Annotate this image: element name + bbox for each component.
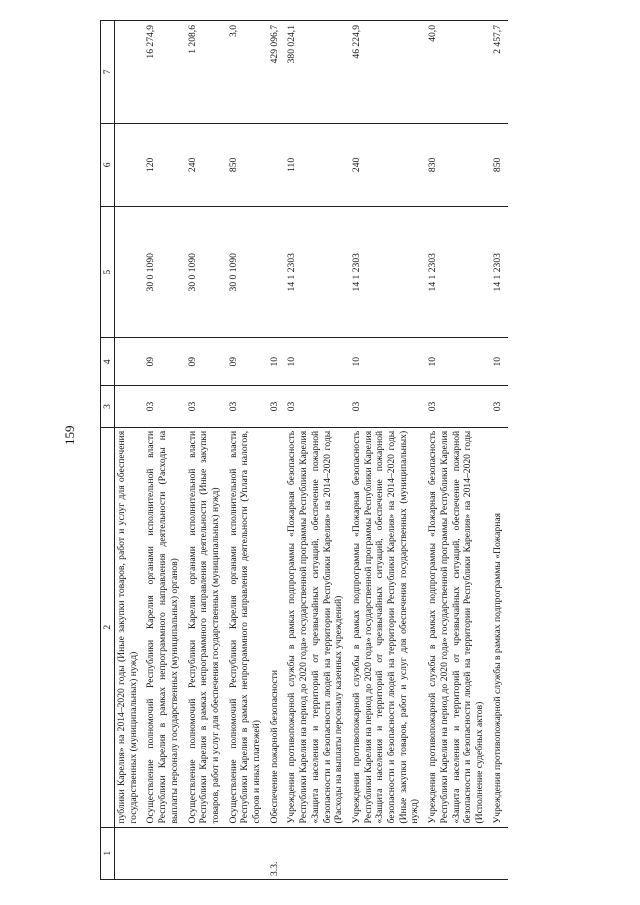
- row-target-code: 30 0 1090: [144, 207, 185, 338]
- row-target-code: 30 0 1090: [227, 207, 268, 338]
- header-col-2: 2: [101, 427, 115, 827]
- row-subsection: 09: [144, 338, 185, 386]
- row-number: [285, 827, 350, 879]
- row-amount: 1 208,6: [186, 21, 227, 124]
- table-row: [350, 21, 426, 880]
- row-amount: 46 224,9: [350, 21, 426, 124]
- row-subsection: 09: [227, 338, 268, 386]
- row-expense-type: 830: [426, 123, 491, 207]
- row-amount: 2 457,7: [491, 21, 509, 124]
- row-expense-type: 240: [186, 123, 227, 207]
- header-col-5: 5: [101, 207, 115, 338]
- row-amount: 3,0: [227, 21, 268, 124]
- row-section: 03: [186, 386, 227, 428]
- row-number: [426, 827, 491, 879]
- table-row: [426, 21, 491, 880]
- header-col-6: 6: [101, 123, 115, 207]
- row-section: 03: [491, 386, 509, 428]
- row-expense-type: [115, 123, 145, 207]
- row-subsection: 10: [491, 338, 509, 386]
- row-number: [227, 827, 268, 879]
- row-number: [144, 827, 185, 879]
- header-col-4: 4: [101, 338, 115, 386]
- row-amount: 380 024,1: [285, 21, 350, 124]
- row-name: Осуществление полномочий Республики Карелия органами исполнительной власти Республики Карелия в рамках непрограммного направления деятельности (Иные закупки товаров, работ и услуг для обеспечения государственных (муниципальных) нужд): [186, 427, 227, 827]
- row-amount: 40,0: [426, 21, 491, 124]
- page-number: 159: [62, 425, 77, 445]
- row-subsection: 10: [350, 338, 426, 386]
- row-name: Учреждения противопожарной службы в рамках подпрограммы «Пожарная безопасность Республики Карелия на период до 2020 года» государственной программы Республики Карелия «Защита населения и территорий от чрезвычайных ситуаций, обеспечение пожарной безопасности и безопасности людей на территории Республики Карелия» на 2014–2020 годы (Иные закупки товаров, работ и услуг для обеспечения государственных (муниципальных) нужд): [350, 427, 426, 827]
- row-name: Учреждения противопожарной службы в рамках подпрограммы «Пожарная безопасность Республики Карелия на период до 2020 года» государственной программы Республики Карелия «Защита населения и территорий от чрезвычайных ситуаций, обеспечение пожарной безопасности и безопасности людей на территории Республики Карелия» на 2014–2020 годы (Исполнение судебных актов): [426, 427, 491, 827]
- row-subsection: 10: [285, 338, 350, 386]
- row-expense-type: 110: [285, 123, 350, 207]
- row-number: [491, 827, 509, 879]
- table-row: [186, 21, 227, 880]
- row-name: Учреждения противопожарной службы в рамках подпрограммы «Пожарная: [491, 427, 509, 827]
- row-target-code: 14 1 2303: [350, 207, 426, 338]
- row-expense-type: 120: [144, 123, 185, 207]
- row-subsection: [115, 338, 145, 386]
- row-expense-type: 850: [491, 123, 509, 207]
- header-col-7: 7: [101, 21, 115, 124]
- row-target-code: [115, 207, 145, 338]
- row-amount: [115, 21, 145, 124]
- row-number: [350, 827, 426, 879]
- row-section: 03: [350, 386, 426, 428]
- row-section: 03: [285, 386, 350, 428]
- row-number: [115, 827, 145, 879]
- header-col-3: 3: [101, 386, 115, 428]
- header-col-1: 1: [101, 827, 115, 879]
- row-target-code: 14 1 2303: [491, 207, 509, 338]
- row-name: Осуществление полномочий Республики Карелия органами исполнительной власти Республики Карелия в рамках непрограммного направления деятельности (Расходы на выплаты персоналу государственных (муниципальных) органов): [144, 427, 185, 827]
- row-subsection: 09: [186, 338, 227, 386]
- row-target-code: 30 0 1090: [186, 207, 227, 338]
- table-row: [227, 21, 268, 880]
- table-row: [491, 21, 509, 880]
- row-number: [186, 827, 227, 879]
- row-amount: 16 274,9: [144, 21, 185, 124]
- row-expense-type: 850: [227, 123, 268, 207]
- row-expense-type: 240: [350, 123, 426, 207]
- row-target-code: 14 1 2303: [426, 207, 491, 338]
- table-row: [285, 21, 350, 880]
- header-row: [101, 21, 115, 880]
- table-row: [268, 21, 286, 880]
- table-row: [115, 21, 145, 880]
- budget-table: [100, 20, 508, 880]
- row-amount: 429 096,7: [268, 21, 286, 124]
- table-row: [144, 21, 185, 880]
- row-number: 3.3.: [268, 827, 286, 879]
- budget-table-sheet: [100, 20, 620, 880]
- row-section: 03: [227, 386, 268, 428]
- row-section: [115, 386, 145, 428]
- row-name: публики Карелия» на 2014–2020 годы (Иные закупки товаров, работ и услуг для обеспечения государственных (муниципальных) нужд): [115, 427, 145, 827]
- row-target-code: 14 1 2303: [285, 207, 350, 338]
- row-section: 03: [268, 386, 286, 428]
- row-name: Обеспечение пожарной безопасности: [268, 427, 286, 827]
- row-subsection: 10: [426, 338, 491, 386]
- row-section: 03: [426, 386, 491, 428]
- row-name: Учреждения противопожарной службы в рамках подпрограммы «Пожарная безопасность Республики Карелия на период до 2020 года» государственной программы Республики Карелия «Защита населения и территорий от чрезвычайных ситуаций, обеспечение пожарной безопасности и безопасности людей на территории Республики Карелия» на 2014–2020 годы (Расходы на выплаты персоналу казенных учреждений): [285, 427, 350, 827]
- row-name: Осуществление полномочий Республики Карелия органами исполнительной власти Республики Карелия в рамках непрограммного направления деятельности (Уплата налогов, сборов и иных платежей): [227, 427, 268, 827]
- row-section: 03: [144, 386, 185, 428]
- row-target-code: [268, 207, 286, 338]
- row-subsection: 10: [268, 338, 286, 386]
- row-expense-type: [268, 123, 286, 207]
